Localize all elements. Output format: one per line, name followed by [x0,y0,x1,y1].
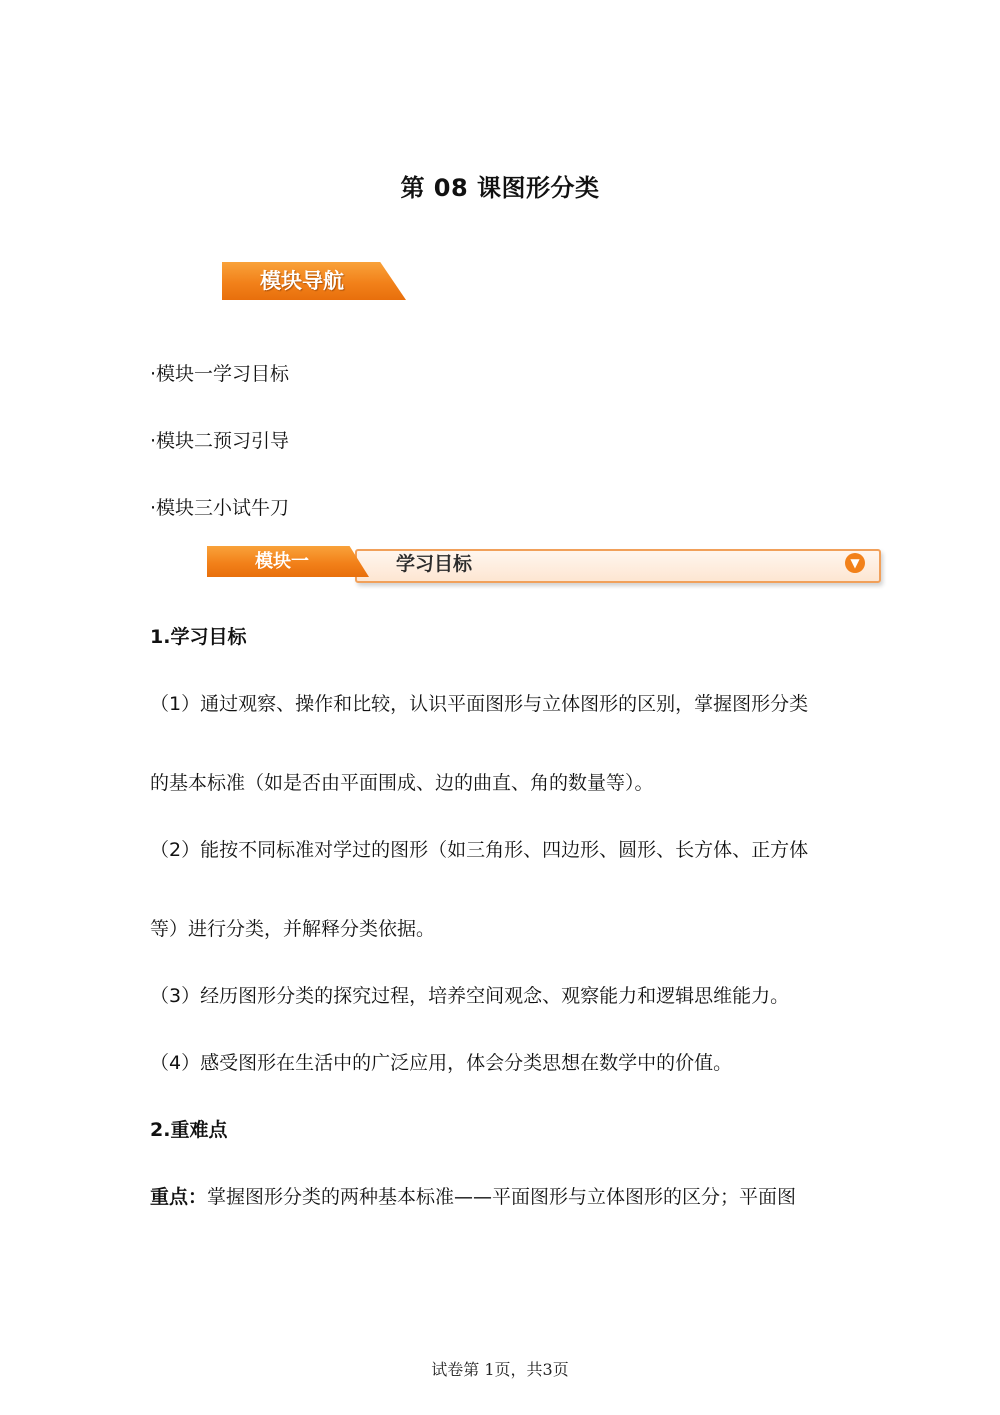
nav-item-module-3[interactable]: ·模块三小试牛刀 [150,497,290,519]
goal-2-line-1: （2）能按不同标准对学过的图形（如三角形、四边形、圆形、长方体、正方体 [150,839,809,861]
nav-item-module-1[interactable]: ·模块一学习目标 [150,363,290,385]
key-point-paragraph [150,1182,796,1209]
page-title: 第 08 课图形分类 [400,174,600,202]
section-heading-key-points: 2.重难点 [150,1119,228,1141]
goal-3: （3）经历图形分类的探究过程，培养空间观念、观察能力和逻辑思维能力。 [150,985,790,1007]
nav-item-module-2[interactable]: ·模块二预习引导 [150,430,290,452]
chevron-down-icon[interactable]: ▼ [845,553,865,573]
goal-4: （4）感受图形在生活中的广泛应用，体会分类思想在数学中的价值。 [150,1052,733,1074]
goal-1-line-1: （1）通过观察、操作和比较，认识平面图形与立体图形的区别，掌握图形分类 [150,693,809,715]
key-point-text: 掌握图形分类的两种基本标准——平面图形与立体图形的区分；平面图 [207,1186,797,1208]
key-point-label: 重点： [150,1186,208,1208]
module-nav-banner-label: 模块导航 [260,269,344,293]
module-header-label: 学习目标 [396,553,473,575]
section-heading-goals: 1.学习目标 [150,626,247,648]
page-footer: 试卷第 1页，共3页 [431,1360,569,1379]
goal-2-line-2: 等）进行分类，并解释分类依据。 [150,918,436,940]
goal-1-line-2: 的基本标准（如是否由平面围成、边的曲直、角的数量等）。 [150,772,654,794]
module-tag-label: 模块一 [255,551,309,572]
